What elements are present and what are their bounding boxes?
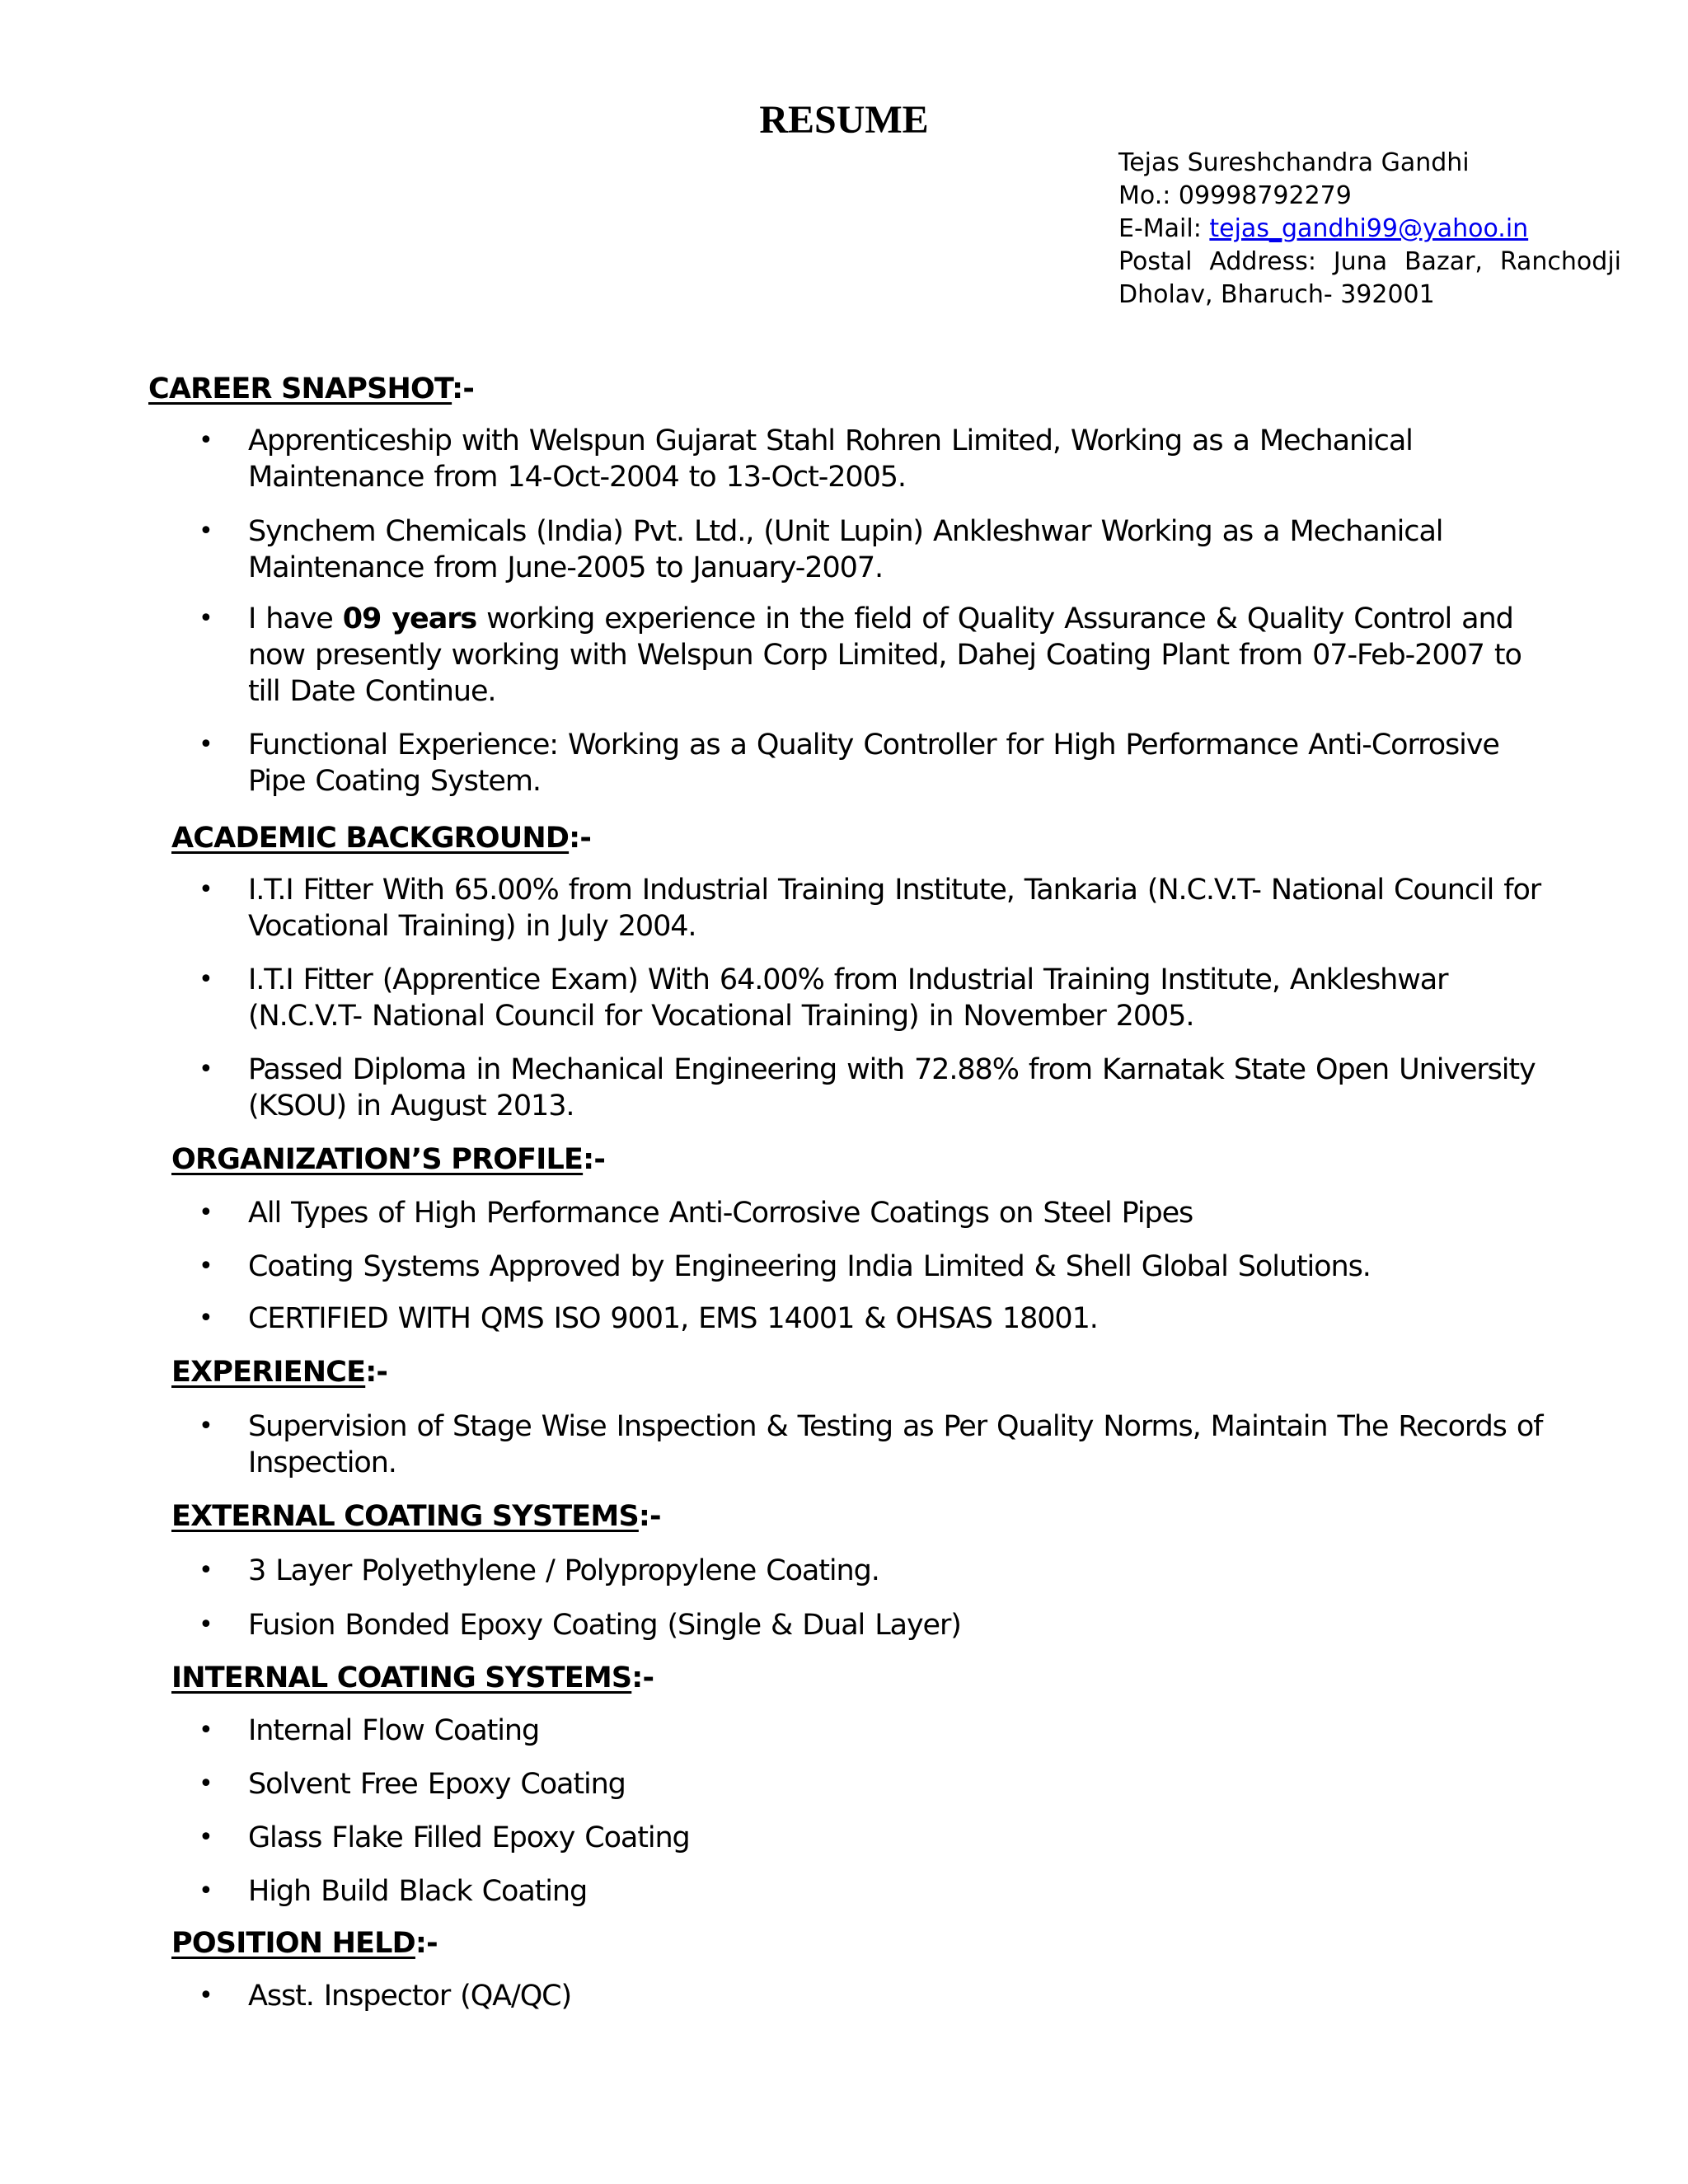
list-item	[199, 1607, 1550, 1643]
list-item	[199, 1553, 1550, 1589]
list-item	[199, 1978, 1550, 2014]
contact-email-line	[1118, 213, 1621, 246]
section-heading-text: CAREER SNAPSHOT	[148, 373, 452, 405]
list-item	[199, 962, 1550, 1034]
bullet-icon: •	[199, 604, 213, 633]
section-heading-text: POSITION HELD	[171, 1927, 415, 1960]
list-item-text: I.T.I Fitter (Apprentice Exam) With 64.00% from Industrial Training Institute, Ankleshwar (N.C.V.T- National Council for Vocational Training) in November 2005.	[248, 963, 1448, 1033]
bullet-icon: •	[199, 1981, 213, 2010]
list-item-text: Passed Diploma in Mechanical Engineering with 72.88% from Karnatak State Open University (KSOU) in August 2013.	[248, 1053, 1536, 1122]
list-item	[199, 1301, 1550, 1337]
experience-years: 09 years	[342, 602, 477, 635]
list-item-text: Supervision of Stage Wise Inspection & Testing as Per Quality Norms, Maintain The Records of Inspection.	[248, 1410, 1543, 1479]
bullet-icon: •	[199, 730, 213, 759]
email-label: E-Mail:	[1118, 214, 1210, 243]
bullet-icon: •	[199, 1055, 213, 1084]
list-item	[199, 423, 1550, 495]
list-item	[199, 1820, 1550, 1856]
postal-line-1: Postal Address: Juna Bazar, Ranchodji	[1118, 247, 1621, 276]
list-item-text: I.T.I Fitter With 65.00% from Industrial Training Institute, Tankaria (N.C.V.T- National Council for Vocational Training) in July 2004.	[248, 874, 1541, 943]
section-heading-suffix: :-	[365, 1356, 388, 1389]
position-list	[199, 1978, 1550, 2014]
list-item-text-post: working experience in the field of Quality Assurance & Quality Control and now presently working with Welspun Corp Limited, Dahej Coating Plant from 07-Feb-2007 to till Date Continue.	[248, 602, 1522, 708]
list-item	[199, 1249, 1550, 1285]
section-heading-external-coating-systems	[171, 1498, 661, 1535]
bullet-icon: •	[199, 965, 213, 994]
internal-coating-list	[199, 1713, 1550, 1910]
section-heading-text: EXTERNAL COATING SYSTEMS	[171, 1500, 639, 1533]
section-heading-internal-coating-systems	[171, 1660, 654, 1696]
contact-mobile: Mo.: 09998792279	[1118, 181, 1352, 210]
list-item	[199, 727, 1550, 799]
bullet-icon: •	[199, 1877, 213, 1905]
list-item	[199, 872, 1550, 944]
section-heading-text: ACADEMIC BACKGROUND	[171, 822, 570, 855]
list-item-text: Synchem Chemicals (India) Pvt. Ltd., (Unit Lupin) Ankleshwar Working as a Mechanical Maintenance from June-2005 to January-2007.	[248, 515, 1443, 584]
list-item	[199, 1052, 1550, 1124]
list-item-text: Solvent Free Epoxy Coating	[248, 1768, 626, 1801]
bullet-icon: •	[199, 1610, 213, 1639]
list-item-text: All Types of High Performance Anti-Corrosive Coatings on Steel Pipes	[248, 1197, 1193, 1230]
page-title: RESUME	[759, 98, 929, 142]
career-list	[199, 423, 1550, 799]
bullet-icon: •	[199, 426, 213, 455]
contact-block	[1118, 147, 1621, 312]
section-heading-text: EXPERIENCE	[171, 1356, 366, 1389]
list-item-text: Asst. Inspector (QA/QC)	[248, 1980, 572, 2013]
list-item-text: Fusion Bonded Epoxy Coating (Single & Dual Layer)	[248, 1609, 961, 1642]
bullet-icon: •	[199, 1304, 213, 1333]
section-heading-suffix: :-	[638, 1500, 661, 1533]
section-heading-organization-profile	[171, 1141, 605, 1178]
bullet-icon: •	[199, 1716, 213, 1745]
contact-name: Tejas Sureshchandra Gandhi	[1118, 148, 1470, 177]
list-item	[199, 1873, 1550, 1910]
section-heading-experience	[171, 1354, 387, 1390]
bullet-icon: •	[199, 1556, 213, 1585]
bullet-icon: •	[199, 1769, 213, 1798]
bullet-icon: •	[199, 1823, 213, 1852]
list-item-text: Functional Experience: Working as a Quality Controller for High Performance Anti-Corrosive Pipe Coating System.	[248, 729, 1499, 798]
email-link[interactable]: tejas_gandhi99@yahoo.in	[1209, 214, 1529, 243]
section-heading-career-snapshot	[148, 371, 474, 407]
list-item-text: CERTIFIED WITH QMS ISO 9001, EMS 14001 & OHSAS 18001.	[248, 1302, 1098, 1335]
section-heading-suffix: :-	[569, 822, 592, 855]
organization-list	[199, 1195, 1550, 1337]
list-item	[199, 1766, 1550, 1802]
list-item-text-pre: I have	[248, 602, 343, 635]
section-heading-academic-background	[171, 820, 591, 856]
academic-list	[199, 872, 1550, 1124]
list-item-text: Apprenticeship with Welspun Gujarat Stahl Rohren Limited, Working as a Mechanical Maintenance from 14-Oct-2004 to 13-Oct-2005.	[248, 424, 1413, 494]
list-item	[199, 601, 1550, 710]
bullet-icon: •	[199, 1252, 213, 1281]
bullet-icon: •	[199, 1412, 213, 1441]
external-coating-list	[199, 1553, 1550, 1643]
bullet-icon: •	[199, 517, 213, 546]
list-item-text: 3 Layer Polyethylene / Polypropylene Coating.	[248, 1554, 879, 1587]
section-heading-suffix: :-	[631, 1661, 654, 1694]
list-item	[199, 1713, 1550, 1749]
list-item	[199, 513, 1550, 586]
contact-postal-address	[1118, 246, 1621, 312]
bullet-icon: •	[199, 1198, 213, 1227]
list-item	[199, 1195, 1550, 1231]
section-heading-suffix: :-	[583, 1143, 606, 1176]
section-heading-suffix: :-	[452, 373, 475, 405]
section-heading-suffix: :-	[415, 1927, 438, 1960]
section-heading-text: INTERNAL COATING SYSTEMS	[171, 1661, 632, 1694]
list-item-text: Internal Flow Coating	[248, 1714, 540, 1747]
postal-line-2: Dholav, Bharuch- 392001	[1118, 280, 1435, 309]
section-heading-text: ORGANIZATION’S PROFILE	[171, 1143, 584, 1176]
experience-list	[199, 1408, 1550, 1481]
section-heading-position-held	[171, 1925, 438, 1961]
list-item	[199, 1408, 1550, 1481]
list-item-text: High Build Black Coating	[248, 1875, 588, 1908]
bullet-icon: •	[199, 875, 213, 904]
list-item-text: Coating Systems Approved by Engineering India Limited & Shell Global Solutions.	[248, 1250, 1371, 1283]
list-item-text: Glass Flake Filled Epoxy Coating	[248, 1821, 690, 1854]
